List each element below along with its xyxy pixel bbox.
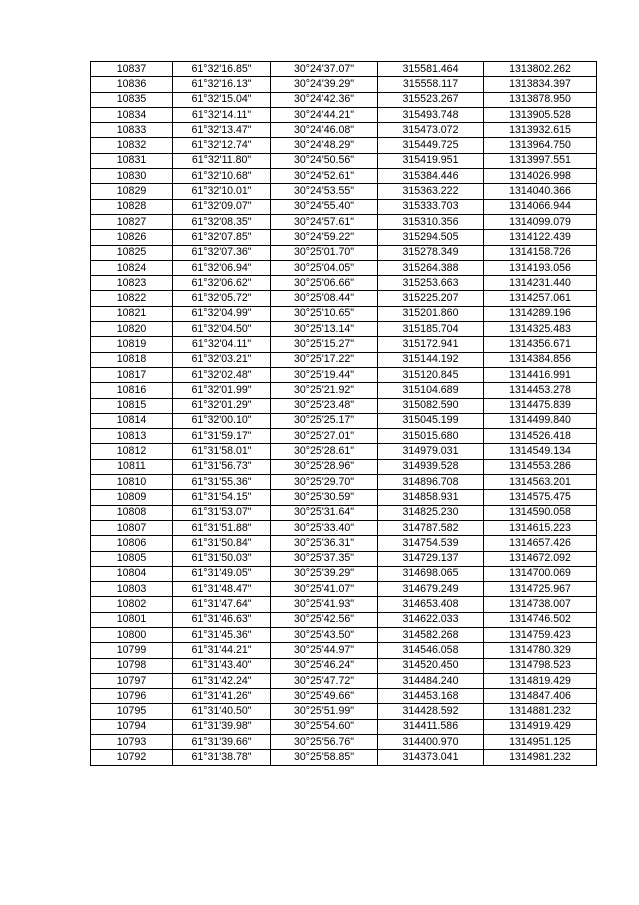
latitude-cell: 61°31'55.36": [173, 475, 271, 490]
latitude-cell: 61°32'10.68": [173, 169, 271, 184]
y-coordinate-cell: 1314725.967: [484, 582, 597, 597]
y-coordinate-cell: 1314657.426: [484, 536, 597, 551]
latitude-cell: 61°32'03.21": [173, 352, 271, 367]
x-coordinate-cell: 315449.725: [378, 138, 484, 153]
y-coordinate-cell: 1314919.429: [484, 719, 597, 734]
x-coordinate-cell: 314698.065: [378, 566, 484, 581]
table-row: [91, 689, 597, 704]
y-coordinate-cell: 1314384.856: [484, 352, 597, 367]
latitude-cell: 61°31'49.05": [173, 566, 271, 581]
point-number-cell: 10795: [91, 704, 173, 719]
point-number-cell: 10807: [91, 520, 173, 535]
longitude-cell: 30°25'37.35": [271, 551, 378, 566]
longitude-cell: 30°25'30.59": [271, 490, 378, 505]
table-row: [91, 291, 597, 306]
latitude-cell: 61°31'40.50": [173, 704, 271, 719]
point-number-cell: 10792: [91, 750, 173, 765]
table-row: [91, 260, 597, 275]
x-coordinate-cell: 315253.663: [378, 276, 484, 291]
y-coordinate-cell: 1314231.440: [484, 276, 597, 291]
latitude-cell: 61°31'46.63": [173, 612, 271, 627]
latitude-cell: 61°32'01.99": [173, 383, 271, 398]
table-row: [91, 276, 597, 291]
table-row: [91, 199, 597, 214]
longitude-cell: 30°25'36.31": [271, 536, 378, 551]
x-coordinate-cell: 314679.249: [378, 582, 484, 597]
table-row: [91, 551, 597, 566]
x-coordinate-cell: 314484.240: [378, 673, 484, 688]
point-number-cell: 10825: [91, 245, 173, 260]
point-number-cell: 10800: [91, 627, 173, 642]
y-coordinate-cell: 1314122.439: [484, 230, 597, 245]
table-row: [91, 352, 597, 367]
x-coordinate-cell: 314428.592: [378, 704, 484, 719]
x-coordinate-cell: 314787.582: [378, 520, 484, 535]
y-coordinate-cell: 1314759.423: [484, 627, 597, 642]
longitude-cell: 30°25'25.17": [271, 413, 378, 428]
latitude-cell: 61°31'44.21": [173, 643, 271, 658]
y-coordinate-cell: 1314066.944: [484, 199, 597, 214]
point-number-cell: 10796: [91, 689, 173, 704]
point-number-cell: 10821: [91, 306, 173, 321]
longitude-cell: 30°24'52.61": [271, 169, 378, 184]
x-coordinate-cell: 315172.941: [378, 337, 484, 352]
table-row: [91, 719, 597, 734]
point-number-cell: 10833: [91, 123, 173, 138]
table-row: [91, 367, 597, 382]
point-number-cell: 10817: [91, 367, 173, 382]
latitude-cell: 61°32'04.50": [173, 322, 271, 337]
table-row: [91, 582, 597, 597]
longitude-cell: 30°25'17.22": [271, 352, 378, 367]
point-number-cell: 10819: [91, 337, 173, 352]
latitude-cell: 61°32'07.36": [173, 245, 271, 260]
table-row: [91, 658, 597, 673]
latitude-cell: 61°31'58.01": [173, 444, 271, 459]
table-row: [91, 475, 597, 490]
point-number-cell: 10830: [91, 169, 173, 184]
y-coordinate-cell: 1314981.232: [484, 750, 597, 765]
y-coordinate-cell: 1314026.998: [484, 169, 597, 184]
longitude-cell: 30°25'08.44": [271, 291, 378, 306]
y-coordinate-cell: 1313932.615: [484, 123, 597, 138]
table-row: [91, 62, 597, 77]
latitude-cell: 61°32'08.35": [173, 214, 271, 229]
point-number-cell: 10809: [91, 490, 173, 505]
table-row: [91, 337, 597, 352]
latitude-cell: 61°31'50.84": [173, 536, 271, 551]
table-row: [91, 566, 597, 581]
latitude-cell: 61°31'41.26": [173, 689, 271, 704]
latitude-cell: 61°32'10.01": [173, 184, 271, 199]
y-coordinate-cell: 1314193.056: [484, 260, 597, 275]
latitude-cell: 61°31'50.03": [173, 551, 271, 566]
table-row: [91, 429, 597, 444]
longitude-cell: 30°24'44.21": [271, 107, 378, 122]
table-row: [91, 704, 597, 719]
table-row: [91, 383, 597, 398]
point-number-cell: 10827: [91, 214, 173, 229]
y-coordinate-cell: 1314040.366: [484, 184, 597, 199]
x-coordinate-cell: 315523.267: [378, 92, 484, 107]
latitude-cell: 61°31'42.24": [173, 673, 271, 688]
y-coordinate-cell: 1314325.483: [484, 322, 597, 337]
point-number-cell: 10799: [91, 643, 173, 658]
x-coordinate-cell: 314411.586: [378, 719, 484, 734]
table-row: [91, 627, 597, 642]
latitude-cell: 61°32'09.07": [173, 199, 271, 214]
x-coordinate-cell: 315104.689: [378, 383, 484, 398]
x-coordinate-cell: 314858.931: [378, 490, 484, 505]
x-coordinate-cell: 315310.356: [378, 214, 484, 229]
x-coordinate-cell: 315419.951: [378, 153, 484, 168]
point-number-cell: 10820: [91, 322, 173, 337]
x-coordinate-cell: 314373.041: [378, 750, 484, 765]
x-coordinate-cell: 315082.590: [378, 398, 484, 413]
longitude-cell: 30°25'04.05": [271, 260, 378, 275]
y-coordinate-cell: 1314475.839: [484, 398, 597, 413]
longitude-cell: 30°25'58.85": [271, 750, 378, 765]
y-coordinate-cell: 1314615.223: [484, 520, 597, 535]
table-row: [91, 413, 597, 428]
table-row: [91, 153, 597, 168]
y-coordinate-cell: 1314798.523: [484, 658, 597, 673]
point-number-cell: 10823: [91, 276, 173, 291]
x-coordinate-cell: 315581.464: [378, 62, 484, 77]
x-coordinate-cell: 314622.033: [378, 612, 484, 627]
longitude-cell: 30°24'48.29": [271, 138, 378, 153]
table-row: [91, 673, 597, 688]
latitude-cell: 61°31'59.17": [173, 429, 271, 444]
longitude-cell: 30°25'21.92": [271, 383, 378, 398]
point-number-cell: 10826: [91, 230, 173, 245]
point-number-cell: 10812: [91, 444, 173, 459]
latitude-cell: 61°32'12.74": [173, 138, 271, 153]
y-coordinate-cell: 1313964.750: [484, 138, 597, 153]
latitude-cell: 61°31'39.66": [173, 735, 271, 750]
y-coordinate-cell: 1314499.840: [484, 413, 597, 428]
x-coordinate-cell: 315558.117: [378, 77, 484, 92]
longitude-cell: 30°24'53.55": [271, 184, 378, 199]
table-row: [91, 184, 597, 199]
latitude-cell: 61°31'43.40": [173, 658, 271, 673]
latitude-cell: 61°31'51.88": [173, 520, 271, 535]
point-number-cell: 10793: [91, 735, 173, 750]
longitude-cell: 30°24'39.29": [271, 77, 378, 92]
x-coordinate-cell: 314653.408: [378, 597, 484, 612]
table-row: [91, 245, 597, 260]
latitude-cell: 61°32'02.48": [173, 367, 271, 382]
y-coordinate-cell: 1313878.950: [484, 92, 597, 107]
x-coordinate-cell: 314729.137: [378, 551, 484, 566]
longitude-cell: 30°24'42.36": [271, 92, 378, 107]
y-coordinate-cell: 1314951.125: [484, 735, 597, 750]
latitude-cell: 61°31'56.73": [173, 459, 271, 474]
longitude-cell: 30°25'23.48": [271, 398, 378, 413]
table-row: [91, 612, 597, 627]
longitude-cell: 30°25'28.61": [271, 444, 378, 459]
x-coordinate-cell: 315493.748: [378, 107, 484, 122]
x-coordinate-cell: 314453.168: [378, 689, 484, 704]
longitude-cell: 30°25'15.27": [271, 337, 378, 352]
point-number-cell: 10811: [91, 459, 173, 474]
latitude-cell: 61°32'04.11": [173, 337, 271, 352]
point-number-cell: 10816: [91, 383, 173, 398]
y-coordinate-cell: 1314356.671: [484, 337, 597, 352]
y-coordinate-cell: 1314158.726: [484, 245, 597, 260]
point-number-cell: 10831: [91, 153, 173, 168]
x-coordinate-cell: 315015.680: [378, 429, 484, 444]
latitude-cell: 61°32'07.85": [173, 230, 271, 245]
latitude-cell: 61°31'45.36": [173, 627, 271, 642]
table-row: [91, 536, 597, 551]
point-number-cell: 10803: [91, 582, 173, 597]
y-coordinate-cell: 1314672.092: [484, 551, 597, 566]
point-number-cell: 10797: [91, 673, 173, 688]
latitude-cell: 61°31'38.78": [173, 750, 271, 765]
y-coordinate-cell: 1314700.069: [484, 566, 597, 581]
point-number-cell: 10813: [91, 429, 173, 444]
longitude-cell: 30°24'57.61": [271, 214, 378, 229]
y-coordinate-cell: 1314780.329: [484, 643, 597, 658]
longitude-cell: 30°25'39.29": [271, 566, 378, 581]
y-coordinate-cell: 1314416.991: [484, 367, 597, 382]
longitude-cell: 30°25'51.99": [271, 704, 378, 719]
x-coordinate-cell: 315225.207: [378, 291, 484, 306]
latitude-cell: 61°32'14.11": [173, 107, 271, 122]
longitude-cell: 30°24'55.40": [271, 199, 378, 214]
y-coordinate-cell: 1314289.196: [484, 306, 597, 321]
longitude-cell: 30°25'42.56": [271, 612, 378, 627]
longitude-cell: 30°24'46.08": [271, 123, 378, 138]
y-coordinate-cell: 1314746.502: [484, 612, 597, 627]
latitude-cell: 61°31'47.64": [173, 597, 271, 612]
table-row: [91, 230, 597, 245]
point-number-cell: 10804: [91, 566, 173, 581]
table-row: [91, 107, 597, 122]
longitude-cell: 30°25'41.93": [271, 597, 378, 612]
longitude-cell: 30°25'44.97": [271, 643, 378, 658]
x-coordinate-cell: 315278.349: [378, 245, 484, 260]
latitude-cell: 61°32'11.80": [173, 153, 271, 168]
latitude-cell: 61°32'01.29": [173, 398, 271, 413]
point-number-cell: 10806: [91, 536, 173, 551]
x-coordinate-cell: 315384.446: [378, 169, 484, 184]
x-coordinate-cell: 315264.388: [378, 260, 484, 275]
table-row: [91, 169, 597, 184]
x-coordinate-cell: 315473.072: [378, 123, 484, 138]
table-row: [91, 214, 597, 229]
longitude-cell: 30°25'41.07": [271, 582, 378, 597]
table-row: [91, 643, 597, 658]
point-number-cell: 10832: [91, 138, 173, 153]
y-coordinate-cell: 1313834.397: [484, 77, 597, 92]
y-coordinate-cell: 1314575.475: [484, 490, 597, 505]
latitude-cell: 61°32'16.13": [173, 77, 271, 92]
longitude-cell: 30°25'33.40": [271, 520, 378, 535]
latitude-cell: 61°32'06.62": [173, 276, 271, 291]
x-coordinate-cell: 314754.539: [378, 536, 484, 551]
table-row: [91, 750, 597, 765]
longitude-cell: 30°25'06.66": [271, 276, 378, 291]
longitude-cell: 30°24'37.07": [271, 62, 378, 77]
longitude-cell: 30°24'59.22": [271, 230, 378, 245]
y-coordinate-cell: 1313905.528: [484, 107, 597, 122]
y-coordinate-cell: 1314099.079: [484, 214, 597, 229]
table-row: [91, 123, 597, 138]
x-coordinate-cell: 314546.058: [378, 643, 484, 658]
y-coordinate-cell: 1314453.278: [484, 383, 597, 398]
latitude-cell: 61°32'13.47": [173, 123, 271, 138]
x-coordinate-cell: 315363.222: [378, 184, 484, 199]
x-coordinate-cell: 315201.860: [378, 306, 484, 321]
point-number-cell: 10810: [91, 475, 173, 490]
x-coordinate-cell: 314979.031: [378, 444, 484, 459]
longitude-cell: 30°25'29.70": [271, 475, 378, 490]
point-number-cell: 10798: [91, 658, 173, 673]
longitude-cell: 30°25'10.65": [271, 306, 378, 321]
x-coordinate-cell: 314939.528: [378, 459, 484, 474]
y-coordinate-cell: 1314257.061: [484, 291, 597, 306]
x-coordinate-cell: 314520.450: [378, 658, 484, 673]
longitude-cell: 30°25'19.44": [271, 367, 378, 382]
table-row: [91, 520, 597, 535]
point-number-cell: 10801: [91, 612, 173, 627]
latitude-cell: 61°31'54.15": [173, 490, 271, 505]
longitude-cell: 30°25'31.64": [271, 505, 378, 520]
y-coordinate-cell: 1314549.134: [484, 444, 597, 459]
longitude-cell: 30°25'27.01": [271, 429, 378, 444]
table-row: [91, 597, 597, 612]
longitude-cell: 30°25'28.96": [271, 459, 378, 474]
x-coordinate-cell: 315185.704: [378, 322, 484, 337]
y-coordinate-cell: 1314526.418: [484, 429, 597, 444]
point-number-cell: 10824: [91, 260, 173, 275]
x-coordinate-cell: 314400.970: [378, 735, 484, 750]
latitude-cell: 61°32'06.94": [173, 260, 271, 275]
y-coordinate-cell: 1313802.262: [484, 62, 597, 77]
coordinates-table-body: [91, 62, 597, 766]
x-coordinate-cell: 315294.505: [378, 230, 484, 245]
latitude-cell: 61°32'16.85": [173, 62, 271, 77]
y-coordinate-cell: 1314563.201: [484, 475, 597, 490]
latitude-cell: 61°32'15.04": [173, 92, 271, 107]
table-row: [91, 306, 597, 321]
longitude-cell: 30°25'54.60": [271, 719, 378, 734]
latitude-cell: 61°32'00.10": [173, 413, 271, 428]
point-number-cell: 10815: [91, 398, 173, 413]
longitude-cell: 30°24'50.56": [271, 153, 378, 168]
x-coordinate-cell: 314896.708: [378, 475, 484, 490]
point-number-cell: 10834: [91, 107, 173, 122]
point-number-cell: 10835: [91, 92, 173, 107]
table-row: [91, 459, 597, 474]
point-number-cell: 10805: [91, 551, 173, 566]
point-number-cell: 10808: [91, 505, 173, 520]
x-coordinate-cell: 314582.268: [378, 627, 484, 642]
table-row: [91, 398, 597, 413]
y-coordinate-cell: 1314819.429: [484, 673, 597, 688]
latitude-cell: 61°32'04.99": [173, 306, 271, 321]
point-number-cell: 10829: [91, 184, 173, 199]
table-row: [91, 444, 597, 459]
y-coordinate-cell: 1314881.232: [484, 704, 597, 719]
table-row: [91, 490, 597, 505]
point-number-cell: 10814: [91, 413, 173, 428]
latitude-cell: 61°31'48.47": [173, 582, 271, 597]
longitude-cell: 30°25'01.70": [271, 245, 378, 260]
table-row: [91, 138, 597, 153]
x-coordinate-cell: 315045.199: [378, 413, 484, 428]
longitude-cell: 30°25'47.72": [271, 673, 378, 688]
x-coordinate-cell: 314825.230: [378, 505, 484, 520]
table-row: [91, 322, 597, 337]
point-number-cell: 10794: [91, 719, 173, 734]
y-coordinate-cell: 1313997.551: [484, 153, 597, 168]
point-number-cell: 10818: [91, 352, 173, 367]
longitude-cell: 30°25'46.24": [271, 658, 378, 673]
longitude-cell: 30°25'13.14": [271, 322, 378, 337]
longitude-cell: 30°25'49.66": [271, 689, 378, 704]
x-coordinate-cell: 315333.703: [378, 199, 484, 214]
y-coordinate-cell: 1314553.286: [484, 459, 597, 474]
table-row: [91, 92, 597, 107]
point-number-cell: 10828: [91, 199, 173, 214]
y-coordinate-cell: 1314738.007: [484, 597, 597, 612]
coordinates-table: [90, 61, 597, 766]
point-number-cell: 10822: [91, 291, 173, 306]
x-coordinate-cell: 315120.845: [378, 367, 484, 382]
y-coordinate-cell: 1314590.058: [484, 505, 597, 520]
table-row: [91, 505, 597, 520]
x-coordinate-cell: 315144.192: [378, 352, 484, 367]
latitude-cell: 61°31'53.07": [173, 505, 271, 520]
point-number-cell: 10802: [91, 597, 173, 612]
y-coordinate-cell: 1314847.406: [484, 689, 597, 704]
table-row: [91, 77, 597, 92]
longitude-cell: 30°25'43.50": [271, 627, 378, 642]
point-number-cell: 10836: [91, 77, 173, 92]
latitude-cell: 61°31'39.98": [173, 719, 271, 734]
longitude-cell: 30°25'56.76": [271, 735, 378, 750]
latitude-cell: 61°32'05.72": [173, 291, 271, 306]
table-row: [91, 735, 597, 750]
point-number-cell: 10837: [91, 62, 173, 77]
